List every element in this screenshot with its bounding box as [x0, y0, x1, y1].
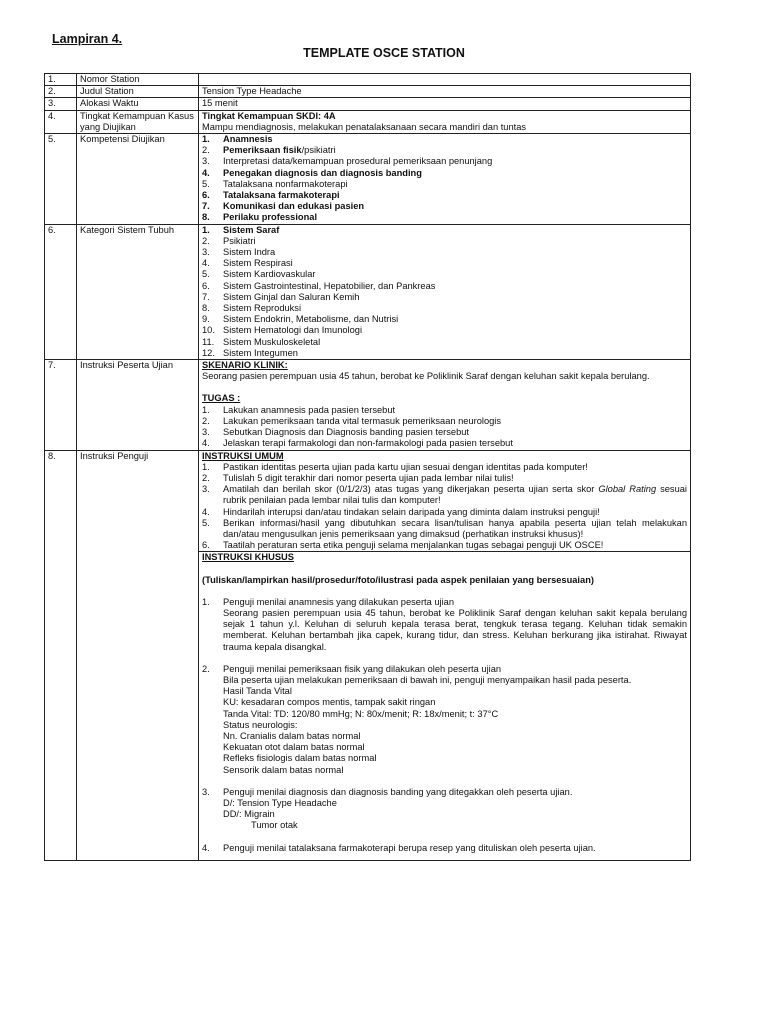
item-number: 4. — [202, 438, 210, 449]
list-item — [202, 201, 687, 212]
body-system-item: Sistem Reproduksi — [223, 303, 302, 314]
body-system-item: Sistem Kardiovaskular — [223, 269, 316, 280]
list-item — [202, 462, 687, 473]
item-text-pre: Amatilah dan berilah skor (0/1/2/3) atas tugas yang dikerjakan peserta ujian serta skor — [223, 484, 599, 495]
table-row — [45, 134, 691, 225]
list-item — [202, 145, 687, 156]
row-number: 3. — [45, 98, 77, 110]
list-item — [202, 269, 687, 280]
item-number: 1. — [202, 404, 210, 415]
list-item — [202, 179, 687, 190]
general-instruction-item: Tulislah 5 digit terakhir dari nomor peserta ujian pada lembar nilai tulis! — [223, 472, 514, 483]
list-item — [202, 156, 687, 167]
item-text — [223, 664, 687, 776]
item-number: 4. — [202, 842, 210, 853]
row-value — [199, 360, 691, 450]
row-value — [199, 224, 691, 359]
list-item — [202, 225, 687, 236]
item-number: 3. — [202, 156, 210, 167]
item-number: 1. — [202, 224, 210, 235]
item-number: 2. — [202, 415, 210, 426]
item-number: 3. — [202, 247, 210, 258]
list-item — [202, 134, 687, 145]
list-item — [202, 484, 687, 506]
table-row — [45, 86, 691, 98]
list-item — [202, 292, 687, 303]
body-system-item: Sistem Hematologi dan Imunologi — [223, 325, 363, 336]
row-label: Instruksi Peserta Ujian — [77, 360, 199, 450]
row-value — [199, 74, 691, 86]
physical-exam-line: Status neurologis: — [223, 719, 298, 730]
task-item: Lakukan anamnesis pada pasien tersebut — [223, 404, 396, 415]
tugas-title: TUGAS : — [202, 393, 241, 404]
list-item — [202, 507, 687, 518]
competency-item: Tatalaksana nonfarmakoterapi — [223, 178, 348, 189]
item-number: 5. — [202, 269, 210, 280]
item-number: 4. — [202, 167, 210, 178]
skdi-level: Tingkat Kemampuan SKDI: 4A — [202, 110, 336, 121]
item-number: 3. — [202, 484, 210, 495]
row-number: 2. — [45, 86, 77, 98]
item-number: 1. — [202, 461, 210, 472]
task-item: Sebutkan Diagnosis dan Diagnosis banding pasien tersebut — [223, 427, 470, 438]
row-label: Kompetensi Diujikan — [77, 134, 199, 225]
physical-exam-line: Refleks fisiologis dalam batas normal — [223, 753, 377, 764]
table-row — [45, 98, 691, 110]
item-number: 6. — [202, 540, 210, 551]
list-item — [202, 416, 687, 427]
row-label: Nomor Station — [77, 74, 199, 86]
physical-exam-line: Tanda Vital: TD: 120/80 mmHg; N: 80x/menit; R: 18x/menit; t: 37°C — [223, 708, 499, 719]
item-number: 3. — [202, 786, 210, 797]
list-item — [202, 258, 687, 269]
row-value — [199, 110, 691, 133]
special-instruction-list — [202, 597, 687, 854]
table-row — [45, 450, 691, 552]
differential-diagnosis-2: Tumor otak — [251, 820, 298, 831]
list-item — [202, 236, 687, 247]
anamnesis-body: Seorang pasien perempuan usia 45 tahun, berobat ke Poliklinik Saraf dengan keluhan sakit kepala berulang sejak 1 tahun y.l. Keluhan di seluruh kepala terasa berat, tengkuk terasa tegang. Keluhan tidak semakin memberat. Keluhan bertambah jika capek, kurang tidur, dan stress. Keluhan berkurang jika istirahat. Riwayat trauma kepala disangkal. — [223, 607, 687, 652]
physical-exam-line: Sensorik dalam batas normal — [223, 764, 344, 775]
competency-item: Perilaku professional — [223, 212, 318, 223]
list-item — [202, 325, 687, 336]
task-item: Jelaskan terapi farmakologi dan non-farmakologi pada pasien tersebut — [223, 438, 513, 449]
item-number: 1. — [202, 596, 210, 607]
row-number: 8. — [45, 450, 77, 860]
lampiran-label: Lampiran 4. — [52, 32, 123, 46]
instruksi-khusus-note: (Tuliskan/lampirkan hasil/prosedur/foto/ilustrasi pada aspek penilaian yang bersesuaian) — [202, 574, 594, 585]
item-number: 4. — [202, 258, 210, 269]
general-instruction-item: Taatilah peraturan serta etika penguji selama menjalankan tugas sebagai penguji UK OSCE! — [223, 540, 604, 551]
table-row — [45, 74, 691, 86]
body-system-item: Sistem Muskuloskeletal — [223, 336, 321, 347]
list-item — [202, 337, 687, 348]
row-label: Judul Station — [77, 86, 199, 98]
item-number: 3. — [202, 427, 210, 438]
list-item — [202, 190, 687, 201]
general-instruction-list — [202, 462, 687, 552]
item-number: 2. — [202, 472, 210, 483]
item-number: 8. — [202, 212, 210, 223]
body-system-item: Sistem Endokrin, Metabolisme, dan Nutrisi — [223, 314, 399, 325]
list-item — [202, 473, 687, 484]
row-value: Tension Type Headache — [199, 86, 691, 98]
item-number: 2. — [202, 663, 210, 674]
competency-item: Interpretasi data/kemampuan prosedural pemeriksaan penunjang — [223, 156, 493, 167]
physical-exam-line: Bila peserta ujian melakukan pemeriksaan di bawah ini, penguji menyampaikan hasil pada peserta. — [223, 674, 632, 685]
table-row — [45, 110, 691, 133]
list-item — [202, 787, 687, 832]
diagnosis-title: Penguji menilai diagnosis dan diagnosis banding yang ditegakkan oleh peserta ujian. — [223, 786, 573, 797]
list-item — [202, 438, 687, 449]
item-number: 6. — [202, 190, 210, 201]
general-instruction-item: Pastikan identitas peserta ujian pada kartu ujian sesuai dengan identitas pada komputer! — [223, 461, 588, 472]
competency-list — [202, 134, 687, 224]
task-item: Lakukan pemeriksaan tanda vital termasuk pemeriksaan neurologis — [223, 415, 502, 426]
row-number: 7. — [45, 360, 77, 450]
item-text-rest: /psikiatri — [301, 145, 336, 156]
task-list — [202, 405, 687, 450]
row-label: Tingkat Kemampuan Kasus yang Diujikan — [77, 110, 199, 133]
item-number: 10. — [202, 325, 215, 336]
general-instruction-item: Berikan informasi/hasil yang dibutuhkan secara lisan/tulisan hanya apabila peserta ujian telah melakukan dan/atau mengusulkan jenis pemeriksaan yang dimaksud (perhatikan instruksi khusus)! — [223, 517, 687, 539]
body-system-list — [202, 225, 687, 359]
item-number: 5. — [202, 178, 210, 189]
item-text-post: sesuai rubrik penilaian pada lembar nilai tulis dan komputer! — [223, 484, 687, 506]
item-number: 6. — [202, 280, 210, 291]
list-item — [202, 348, 687, 359]
pharmacotherapy-title: Penguji menilai tatalaksana farmakoterapi berupa resep yang dituliskan oleh peserta ujian. — [223, 842, 596, 853]
row-number: 5. — [45, 134, 77, 225]
physical-exam-line: Hasil Tanda Vital — [223, 686, 292, 697]
competency-item: Penegakan diagnosis dan diagnosis banding — [223, 167, 422, 178]
item-number: 2. — [202, 235, 210, 246]
list-item — [202, 303, 687, 314]
list-item — [202, 281, 687, 292]
item-number: 5. — [202, 517, 210, 528]
row-label: Instruksi Penguji — [77, 450, 199, 860]
list-item — [202, 427, 687, 438]
item-text — [223, 787, 687, 832]
instruksi-umum-title: INSTRUKSI UMUM — [202, 450, 284, 461]
row-label: Alokasi Waktu — [77, 98, 199, 110]
item-text-bold: Pemeriksaan fisik — [223, 145, 302, 156]
item-number: 8. — [202, 303, 210, 314]
differential-diagnosis: DD/: Migrain — [223, 809, 275, 820]
list-item — [202, 597, 687, 653]
item-number: 11. — [202, 336, 215, 347]
list-item — [202, 664, 687, 776]
item-number: 7. — [202, 291, 210, 302]
osce-table — [44, 73, 691, 861]
body-system-item: Sistem Respirasi — [223, 258, 293, 269]
skenario-title: SKENARIO KLINIK: — [202, 360, 288, 371]
competency-item: Anamnesis — [223, 134, 273, 145]
item-text-italic: Global Rating — [598, 484, 657, 495]
general-instruction-item: Hindarilah interupsi dan/atau tindakan selain daripada yang diminta dalam instruksi penguji! — [223, 506, 600, 517]
list-item — [202, 843, 687, 854]
body-system-item: Psikiatri — [223, 235, 256, 246]
item-number: 4. — [202, 506, 210, 517]
body-system-item: Sistem Integumen — [223, 347, 298, 358]
diagnosis-value: D/: Tension Type Headache — [223, 797, 337, 808]
item-number: 2. — [202, 145, 210, 156]
item-number: 7. — [202, 201, 210, 212]
table-row — [45, 360, 691, 450]
body-system-item: Sistem Indra — [223, 247, 276, 258]
instruksi-khusus-title: INSTRUKSI KHUSUS — [202, 552, 294, 563]
body-system-item: Sistem Saraf — [223, 224, 280, 235]
row-value — [199, 552, 691, 860]
row-value: 15 menit — [199, 98, 691, 110]
item-number: 1. — [202, 134, 210, 145]
list-item — [202, 168, 687, 179]
item-number: 12. — [202, 347, 215, 358]
page-title: TEMPLATE OSCE STATION — [303, 46, 465, 60]
list-item — [202, 247, 687, 258]
item-number: 9. — [202, 314, 210, 325]
physical-exam-line: Kekuatan otot dalam batas normal — [223, 742, 365, 753]
general-instruction-item — [223, 484, 687, 506]
list-item — [202, 518, 687, 540]
row-value — [199, 450, 691, 552]
skdi-description: Mampu mendiagnosis, melakukan penatalaksanaan secara mandiri dan tuntas — [202, 121, 527, 132]
item-text — [223, 597, 687, 653]
row-number: 6. — [45, 224, 77, 359]
physical-exam-line: KU: kesadaran compos mentis, tampak sakit ringan — [223, 697, 436, 708]
table-row — [45, 224, 691, 359]
row-value — [199, 134, 691, 225]
physical-exam-line: Nn. Cranialis dalam batas normal — [223, 730, 361, 741]
competency-item: Tatalaksana farmakoterapi — [223, 190, 340, 201]
row-number: 4. — [45, 110, 77, 133]
body-system-item: Sistem Gastrointestinal, Hepatobilier, dan Pankreas — [223, 280, 436, 291]
list-item — [202, 314, 687, 325]
physical-exam-title: Penguji menilai pemeriksaan fisik yang dilakukan oleh peserta ujian — [223, 663, 502, 674]
body-system-item: Sistem Ginjal dan Saluran Kemih — [223, 291, 360, 302]
list-item — [202, 540, 687, 551]
anamnesis-title: Penguji menilai anamnesis yang dilakukan peserta ujian — [223, 596, 455, 607]
competency-item — [223, 145, 687, 156]
list-item — [202, 212, 687, 223]
competency-item: Komunikasi dan edukasi pasien — [223, 201, 365, 212]
row-number: 1. — [45, 74, 77, 86]
skenario-text: Seorang pasien perempuan usia 45 tahun, berobat ke Poliklinik Saraf dengan keluhan sakit kepala berulang. — [202, 371, 650, 382]
list-item — [202, 405, 687, 416]
row-label: Kategori Sistem Tubuh — [77, 224, 199, 359]
